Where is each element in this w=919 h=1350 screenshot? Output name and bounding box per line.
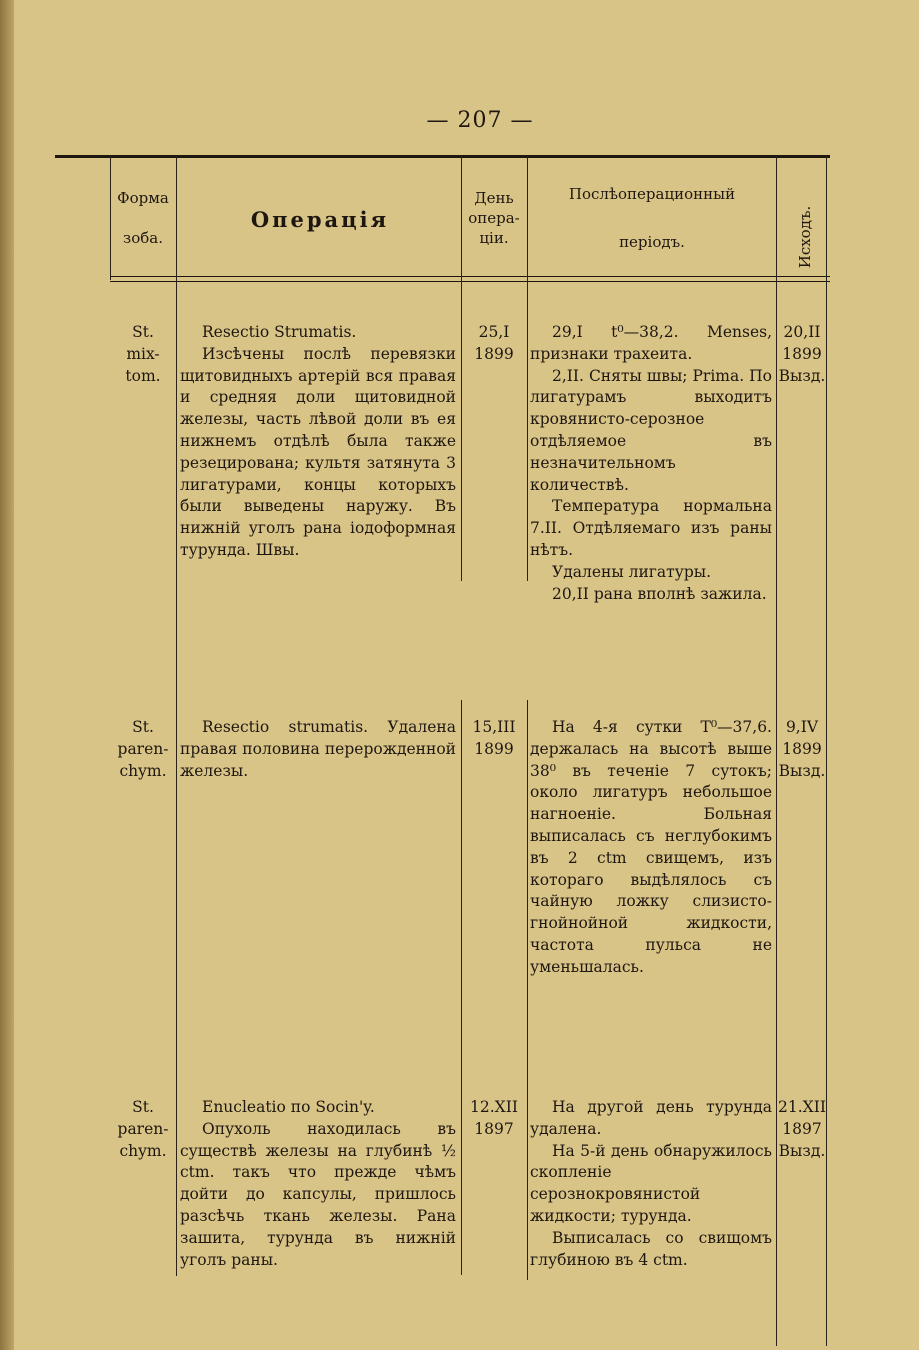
header-bottom-rule-1 [110, 276, 830, 277]
row-1-day-year: 1899 [474, 344, 514, 363]
header-day-line-1: День [474, 189, 514, 207]
row-2-form-line-1: St. [132, 718, 154, 736]
row-1-postop-4: Удалены лигатуры. [552, 562, 712, 581]
row-1-outcome-year: 1899 [782, 344, 822, 363]
row-2-postop [530, 717, 772, 979]
column-divider-operation-2 [461, 700, 462, 1275]
row-3-postop [530, 1097, 772, 1271]
row-3-form-line-2: paren- [117, 1119, 169, 1138]
row-2-operation-text: Resectio strumatis. Удалена правая половина перерожденной железы. [180, 718, 456, 780]
header-day [462, 188, 526, 248]
row-3-operation [180, 1097, 456, 1271]
row-3-outcome-year: 1897 [782, 1119, 822, 1138]
row-3-postop-1: На другой день турунда удалена. [530, 1098, 772, 1138]
row-1-postop-5: 20,II рана вполнѣ зажила. [552, 584, 767, 603]
row-1-day [462, 322, 526, 366]
row-1-postop-3: Температура нормальна 7.II. Отдѣляемаго изъ раны нѣтъ. [530, 497, 772, 559]
column-divider-day [527, 156, 528, 581]
header-day-line-3: ціи. [479, 229, 509, 247]
row-1-day-date: 25,I [478, 323, 510, 341]
row-2-day-date: 15,III [472, 718, 516, 736]
row-1-form [112, 322, 174, 387]
row-3-day-date: 12.XII [470, 1098, 518, 1116]
row-3-form-line-1: St. [132, 1098, 154, 1116]
header-form-line-2: зоба. [123, 229, 163, 247]
header-bottom-rule-2 [110, 281, 830, 282]
row-3-outcome [778, 1097, 826, 1162]
row-1-form-line-1: St. [132, 323, 154, 341]
header-outcome: Исходъ. [796, 205, 814, 269]
row-3-outcome-result: Вызд. [778, 1141, 826, 1160]
row-2-form-line-3: chym. [119, 761, 167, 780]
header-form [112, 183, 174, 253]
row-1-postop [530, 322, 772, 605]
row-3-operation-title: Enucleatio по Socin'y. [202, 1098, 375, 1116]
header-postop-line-2: періодъ. [619, 233, 685, 251]
row-3-form-line-3: chym. [119, 1141, 167, 1160]
row-1-operation [180, 322, 456, 562]
header-form-line-1: Форма [117, 189, 169, 207]
header-operation: Операція [250, 207, 390, 232]
table-top-rule [55, 155, 830, 158]
row-2-outcome-year: 1899 [782, 739, 822, 758]
row-2-outcome [778, 717, 826, 782]
column-divider-postop [776, 156, 777, 1346]
row-2-outcome-result: Вызд. [778, 761, 826, 780]
row-1-outcome-date: 20,II [783, 323, 821, 341]
row-3-outcome-date: 21.XII [778, 1098, 826, 1116]
row-3-day-year: 1897 [474, 1119, 514, 1138]
row-1-postop-1: 29,I t⁰—38,2. Menses, признаки трахеита. [530, 323, 772, 363]
row-2-operation [180, 717, 456, 782]
row-2-form [112, 717, 174, 782]
row-3-operation-text: Опухоль находилась въ существѣ железы на глубинѣ ½ ctm. такъ что прежде чѣмъ дойти до капсулы, пришлось разсѣчь ткань железы. Рана зашита, турунда въ нижній уголъ раны. [180, 1119, 456, 1269]
page-number: — 207 — [426, 108, 534, 133]
column-divider-left [110, 156, 111, 280]
row-2-postop-1: На 4-я сутки T⁰—37,6. держалась на высотѣ выше 38⁰ въ теченіе 7 сутокъ; около лигатуръ небольшое нагноеніе. Больная выписалась съ неглубокимъ въ 2 ctm свищемъ, изъ котораго выдѣлялось съ чайную ложку слизисто-гнойнойной жидкости, частота пульса не уменьшалась. [530, 718, 772, 976]
row-3-postop-2: На 5-й день обнаружилось скопленіе серознокровянистой жидкости; турунда. [530, 1141, 772, 1225]
row-1-form-line-2: mix- [126, 344, 160, 363]
row-3-postop-3: Выписалась со свищомъ глубиною въ 4 ctm. [530, 1228, 772, 1269]
row-3-form [112, 1097, 174, 1162]
column-divider-form [176, 156, 177, 1276]
row-2-form-line-2: paren- [117, 739, 169, 758]
row-3-day [462, 1097, 526, 1141]
header-postop-line-1: Послѣоперационный [568, 185, 736, 203]
header-postop [530, 183, 774, 253]
row-1-postop-2: 2,II. Сняты швы; Prima. По лигатурамъ выходитъ кровянисто-серозное отдѣляемое въ незначительномъ количествѣ. [530, 366, 772, 494]
row-1-outcome-result: Вызд. [778, 366, 826, 385]
column-divider-day-2 [527, 700, 528, 1280]
row-1-form-line-3: tom. [125, 366, 161, 385]
row-2-day-year: 1899 [474, 739, 514, 758]
row-1-outcome [778, 322, 826, 387]
column-divider-right [826, 156, 827, 1346]
row-1-operation-text: Изсѣчены послѣ перевязки щитовидныхъ артерій вся правая и средняя доли щитовидной железы, часть лѣвой доли въ ея нижнемъ отдѣлѣ была также резецирована; культя затянута 3 лигатурами, концы которыхъ были выведены наружу. Въ нижній уголъ рана іодоформная турунда. Швы. [180, 344, 456, 559]
header-day-line-2: опера- [468, 209, 520, 227]
row-2-outcome-date: 9,IV [785, 718, 819, 736]
book-spine [0, 0, 14, 1350]
row-1-operation-title: Resectio Strumatis. [202, 323, 357, 341]
row-2-day [462, 717, 526, 761]
